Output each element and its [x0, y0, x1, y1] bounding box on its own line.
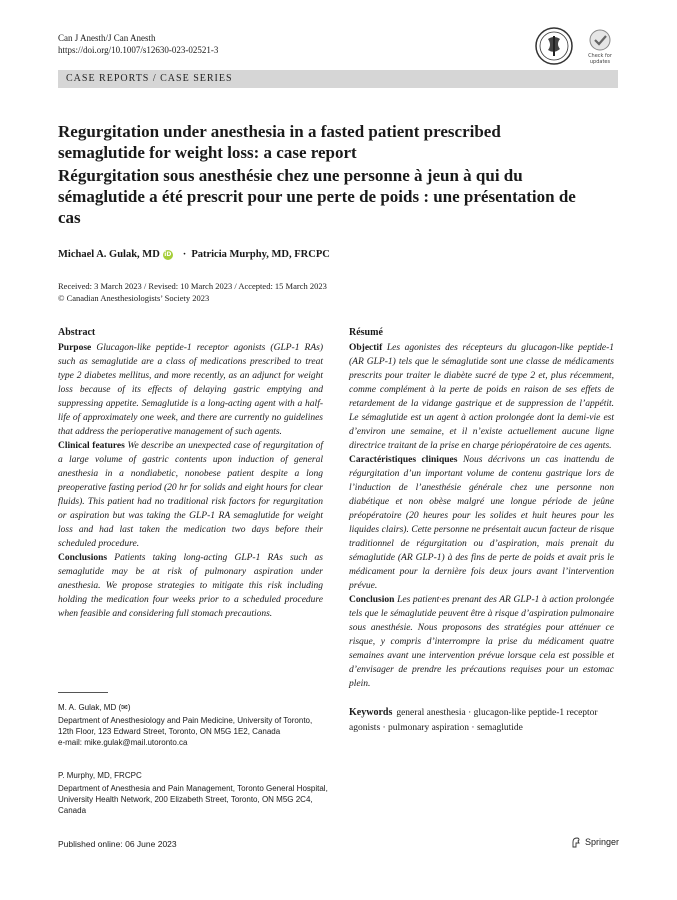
keywords [349, 705, 614, 736]
page-header [58, 32, 618, 72]
objectif-text: Les agonistes des récepteurs du glucagon-like peptide-1 (AR GLP-1) tels que le sémaglutide sont une classe de médicaments prescrits pour traiter le diabète sucré de type 2 et, plus récemment, comme complément à la perte de poids en raison de ses effets de retardement de la vidange gastrique et de suppression de l’appétit. Le sémaglutide est un agent à action prolongée dont la demi-vie est d’environ une semaine, et il n’existe actuellement aucune ligne directrice traitant de la prise en charge périopératoire de ces agents. [349, 343, 614, 451]
author-list [58, 249, 330, 260]
publisher-name: Springer [584, 837, 619, 847]
abstract-purpose [58, 341, 323, 439]
affil-address: Department of Anesthesia and Pain Management, Toronto General Hospital, University Health Network, 200 Elizabeth Street, Toronto, ON M5G 2C4, Canada [58, 784, 328, 815]
title-french: Régurgitation sous anesthésie chez une personne à jeun à qui du sémaglutide a été prescrit pour une perte de poids : une présentation de cas [58, 166, 576, 227]
abstract-clinical [58, 439, 323, 551]
abstract-column [58, 326, 323, 621]
conclusions-text: Patients taking long-acting GLP-1 RAs such as semaglutide may be at risk of pulmonary aspiration under anesthesia. We propose strategies to mitigate this risk including holding the medication four weeks prior to a scheduled procedure when feasible and considering full stomach precautions. [58, 553, 324, 619]
caract-label: Caractéristiques cliniques [349, 455, 458, 465]
svg-text:updates: updates [589, 59, 611, 65]
publisher-logo [570, 836, 619, 848]
copyright: © Canadian Anesthesiologists’ Society 2023 [58, 293, 210, 303]
affil-address: Department of Anesthesiology and Pain Medicine, University of Toronto, 12th Floor, 123 Edward Street, Toronto, ON M5G 1E2, Canada [58, 716, 313, 736]
doi-link[interactable]: https://doi.org/10.1007/s12630-023-02521-3 [58, 45, 219, 55]
affil-name: P. Murphy, MD, FRCPC [58, 771, 142, 780]
springer-horse-icon [570, 836, 582, 848]
resume-objectif [349, 341, 614, 453]
keywords-text: general anesthesia · glucagon-like peptide-1 receptor agonists · pulmonary aspiration · semaglutide [349, 708, 598, 733]
society-logo-icon [534, 26, 574, 66]
abstract-heading: Abstract [58, 327, 96, 338]
conclusion-text: Les patient·es prenant des AR GLP-1 à action prolongée tels que le sémaglutide peuvent être à risque d’aspiration pulmonaire sous anesthésie. Nous proposons des stratégies pour atténuer ce risque, y compris d’interrompre la prise du médicament quatre semaines avant une intervention prévue lorsque cela est possible et d’envisager de prendre les précautions requises pour un estomac plein. [349, 595, 614, 689]
purpose-text: Glucagon-like peptide-1 receptor agonists (GLP-1 RAs) such as semaglutide are a class of medications prescribed to treat type 2 diabetes mellitus, and more recently, as an adjunct for weight loss because of its effects of delaying gastric emptying and suppressing appetite. Semaglutide is a long-acting agent with a half-life of approximately one week, and there are currently no guidelines that address the perioperative management of such agents. [58, 343, 323, 437]
footnote-divider [58, 692, 108, 693]
clinical-label: Clinical features [58, 441, 125, 451]
conclusions-label: Conclusions [58, 553, 108, 563]
title-english: Regurgitation under anesthesia in a fasted patient prescribed semaglutide for weight loss: a case report [58, 122, 501, 162]
author-gulak[interactable]: Michael A. Gulak, MD [58, 249, 160, 260]
resume-conclusion [349, 593, 614, 691]
resume-column [349, 326, 614, 736]
caract-text: Nous décrivons un cas inattendu de régurgitation d’un important volume de contenu gastrique lors de l’induction de l’anesthésie générale chez une personne non diabétique et non obèse malgré une longue période de jeûne préopératoire (20 heures pour les solides et huit heures pour les liquides clairs). Cette personne ne présentait aucun facteur de risque traditionnel de régurgitation ou d’aspiration, mais prenait du sémaglutide (AR GLP-1) à des fins de perte de poids et avait pris le médicament pour la dernière fois deux jours avant l’intervention prévue. [349, 455, 615, 591]
header-logos [534, 26, 618, 66]
svg-text:Check for: Check for [588, 53, 612, 59]
section-label: CASE REPORTS / CASE SERIES [66, 73, 233, 84]
affil-email[interactable]: e-mail: mike.gulak@mail.utoronto.ca [58, 738, 188, 747]
conclusion-label: Conclusion [349, 595, 395, 605]
objectif-label: Objectif [349, 343, 383, 353]
orcid-icon[interactable]: iD [164, 250, 172, 258]
article-dates [58, 280, 327, 304]
abstract-conclusions [58, 551, 323, 621]
keywords-label: Keywords [349, 707, 393, 718]
purpose-label: Purpose [58, 343, 92, 353]
clinical-text: We describe an unexpected case of regurgitation of a large volume of gastric contents upon induction of general anesthesia in a nondiabetic, nonobese patient despite a long preoperative fasting period (20 hr for solids and eight hours for clear fluids). This patient had no traditional risk factors for regurgitation or aspiration but was taking the GLP-1 RA semaglutide for weight loss and had last taken the medication two days before their scheduled procedure. [58, 441, 323, 549]
affil-name: M. A. Gulak, MD (✉) [58, 703, 131, 712]
affiliation-gulak [58, 702, 328, 748]
section-band [58, 70, 618, 88]
resume-heading: Résumé [349, 327, 383, 338]
resume-caracteristiques [349, 453, 614, 593]
published-date: Published online: 06 June 2023 [58, 839, 177, 849]
author-separator: · [182, 249, 187, 260]
author-murphy[interactable]: Patricia Murphy, MD, FRCPC [191, 249, 330, 260]
received-dates: Received: 3 March 2023 / Revised: 10 March 2023 / Accepted: 15 March 2023 [58, 281, 327, 291]
journal-name: Can J Anesth/J Can Anesth [58, 33, 156, 43]
affiliation-murphy [58, 770, 328, 816]
check-for-updates-icon[interactable] [582, 27, 618, 65]
